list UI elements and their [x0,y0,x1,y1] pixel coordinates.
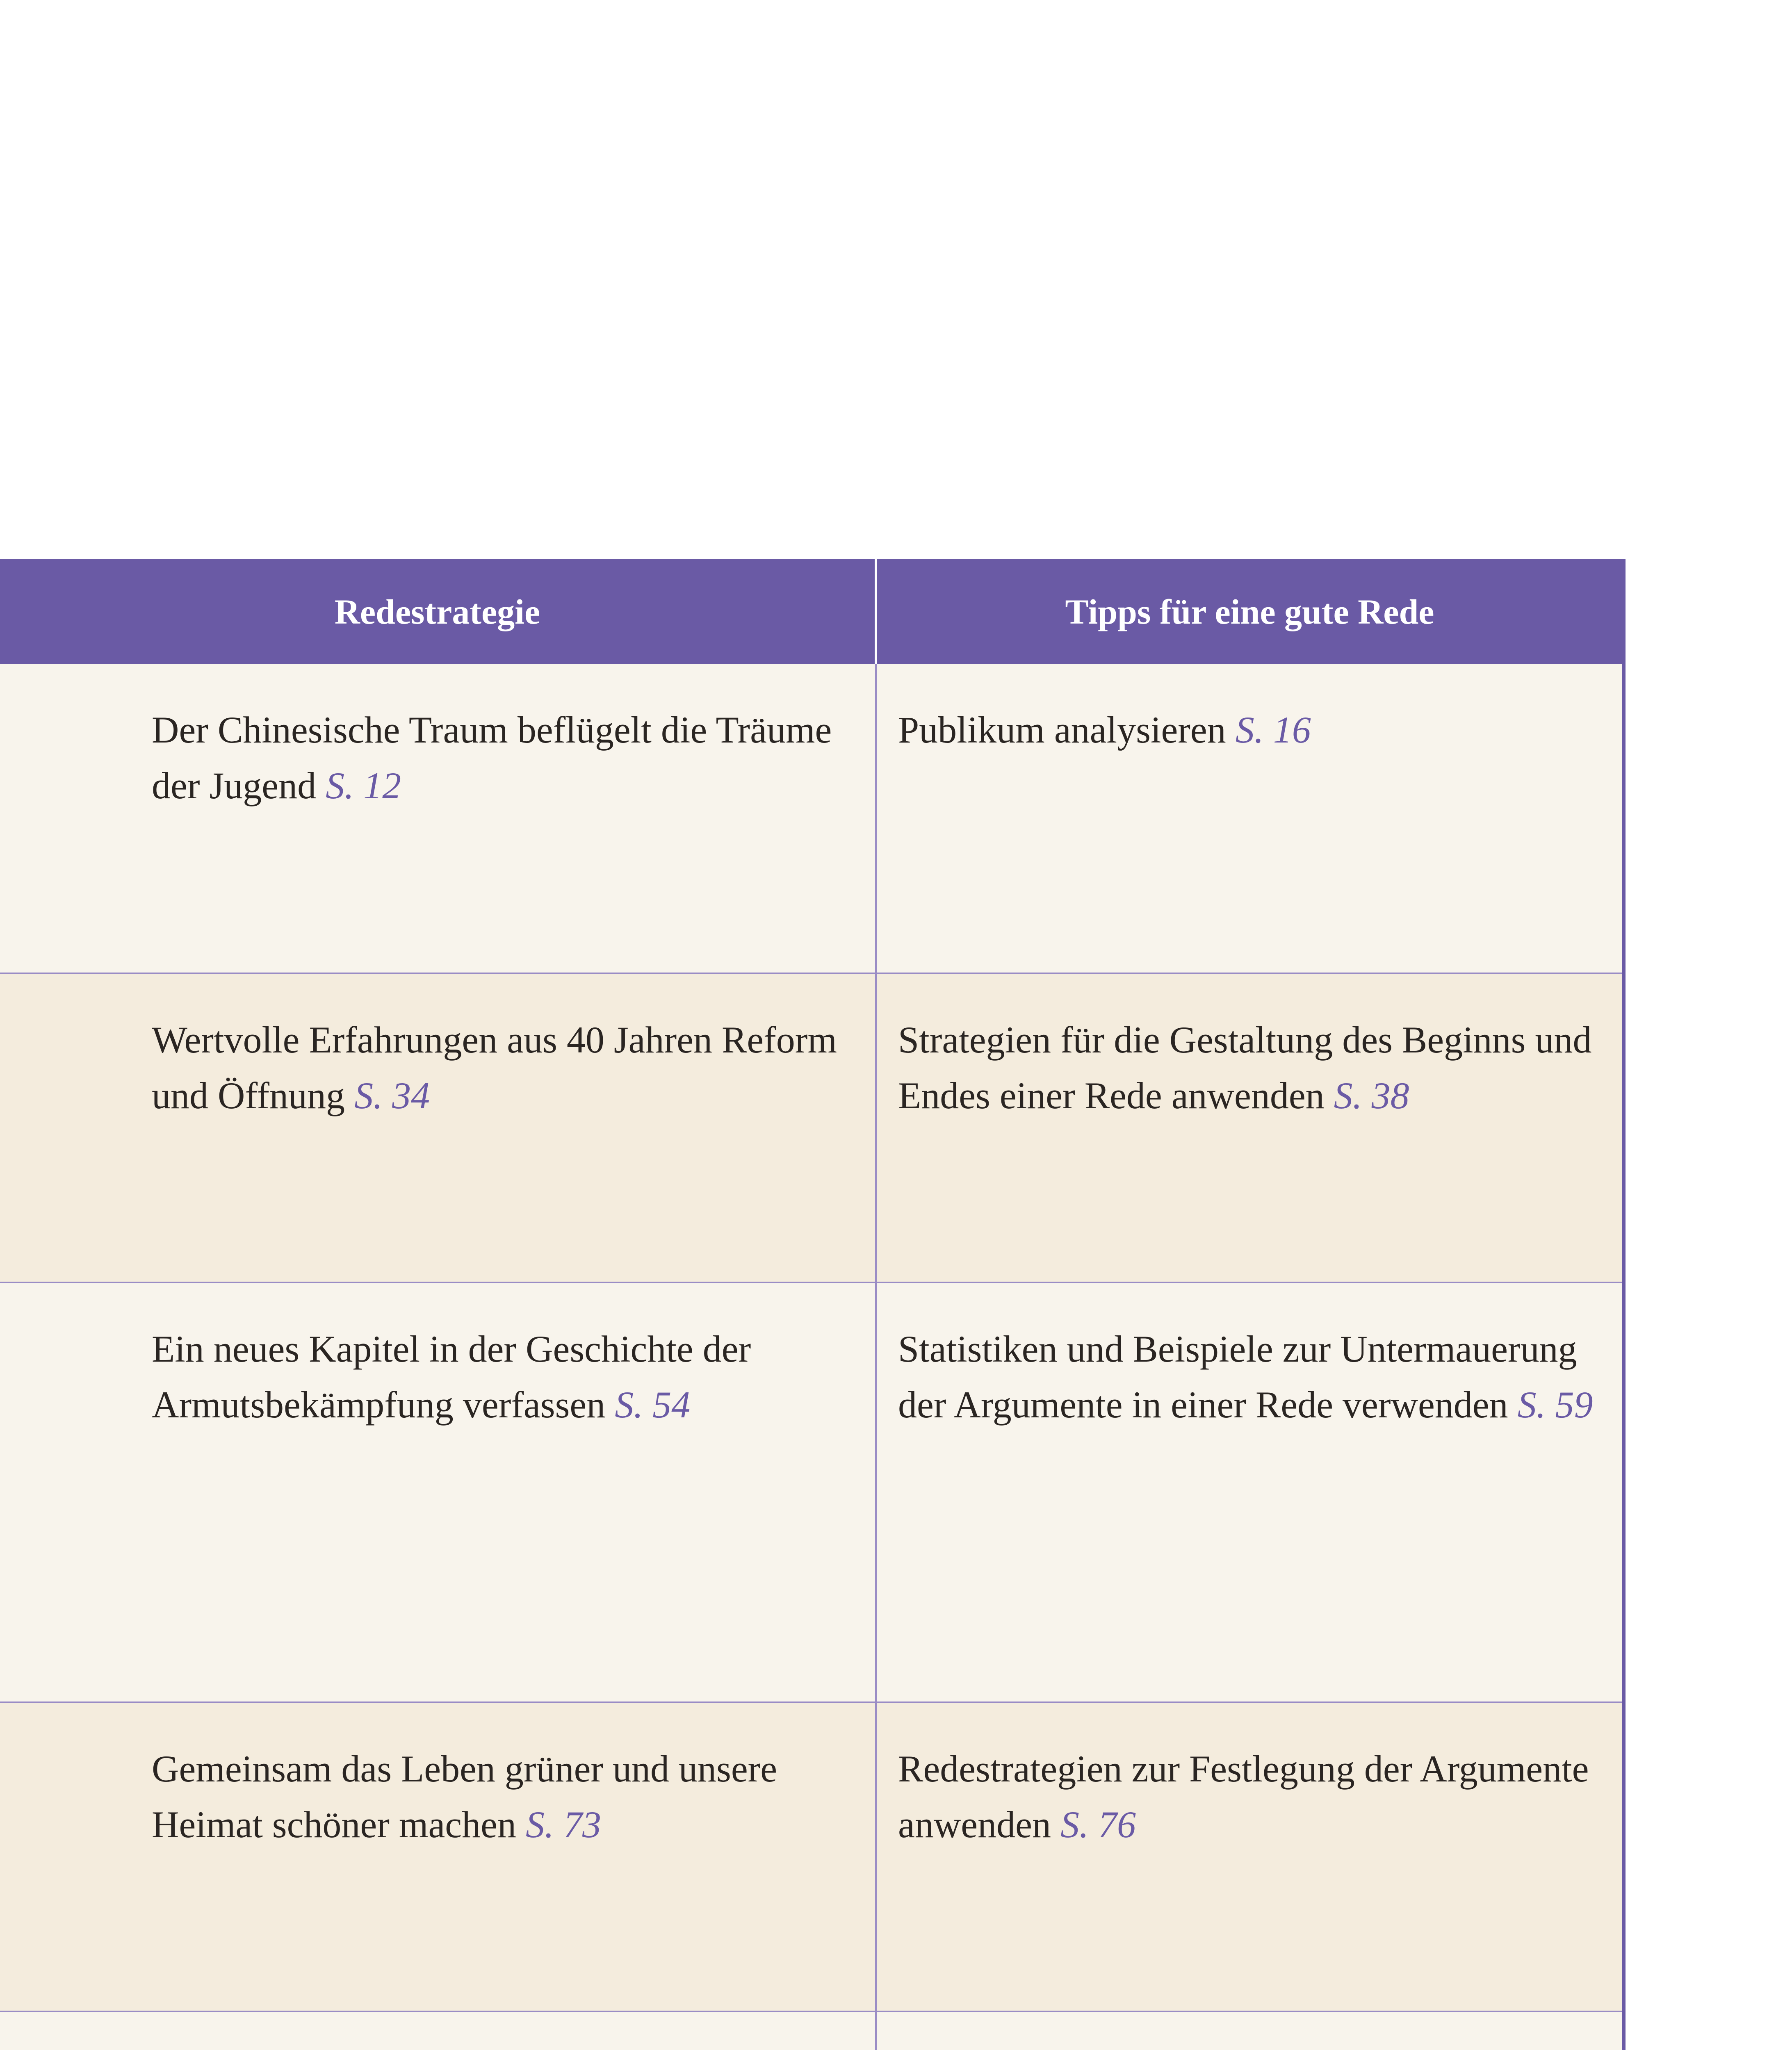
strategy-title: Gemeinsam das Leben grüner und unsere Heimat schöner machen [152,1748,777,1845]
page-reference[interactable]: S. 38 [1334,1075,1409,1116]
strategy-title: Ein neues Kapitel in der Geschichte der Armutsbekämpfung verfassen [152,1328,751,1426]
page-reference[interactable]: S. 76 [1060,1804,1136,1845]
table-row [0,1282,1624,1702]
table-row [0,1702,1624,2011]
contents-table [0,559,1626,2050]
tip-cell [876,1702,1624,2011]
header-tipps: Tipps für eine gute Rede [876,559,1624,664]
strategy-cell [0,1282,876,1702]
tip-cell [876,1282,1624,1702]
tip-title: Strategien für die Gestaltung des Beginns und Endes einer Rede anwenden [898,1019,1592,1116]
table-row [0,973,1624,1282]
tip-cell [876,664,1624,973]
table-row [0,664,1624,973]
tip-cell [876,2011,1624,2050]
strategy-title: Der Chinesische Traum beflügelt die Träume der Jugend [152,709,832,806]
tip-title: Redestrategien zur Festlegung der Argumente anwenden [898,1748,1589,1845]
page-reference[interactable]: S. 16 [1235,709,1311,751]
page-reference[interactable]: S. 54 [615,1384,691,1426]
table-row [0,2011,1624,2050]
strategy-cell [0,1702,876,2011]
strategy-cell [0,2011,876,2050]
strategy-cell [0,973,876,1282]
header-redestrategie: Redestrategie [0,559,876,664]
table-header [0,559,1624,664]
page-reference[interactable]: S. 73 [525,1804,601,1845]
page-reference[interactable]: S. 34 [354,1075,430,1116]
strategy-title: Wertvolle Erfahrungen aus 40 Jahren Reform und Öffnung [152,1019,837,1116]
strategy-cell [0,664,876,973]
tip-cell [876,973,1624,1282]
page-reference[interactable]: S. 59 [1517,1384,1593,1426]
tip-title: Publikum analysieren [898,709,1226,751]
tip-title: Statistiken und Beispiele zur Untermauerung der Argumente in einer Rede verwenden [898,1328,1577,1426]
page-reference[interactable]: S. 12 [326,765,401,806]
